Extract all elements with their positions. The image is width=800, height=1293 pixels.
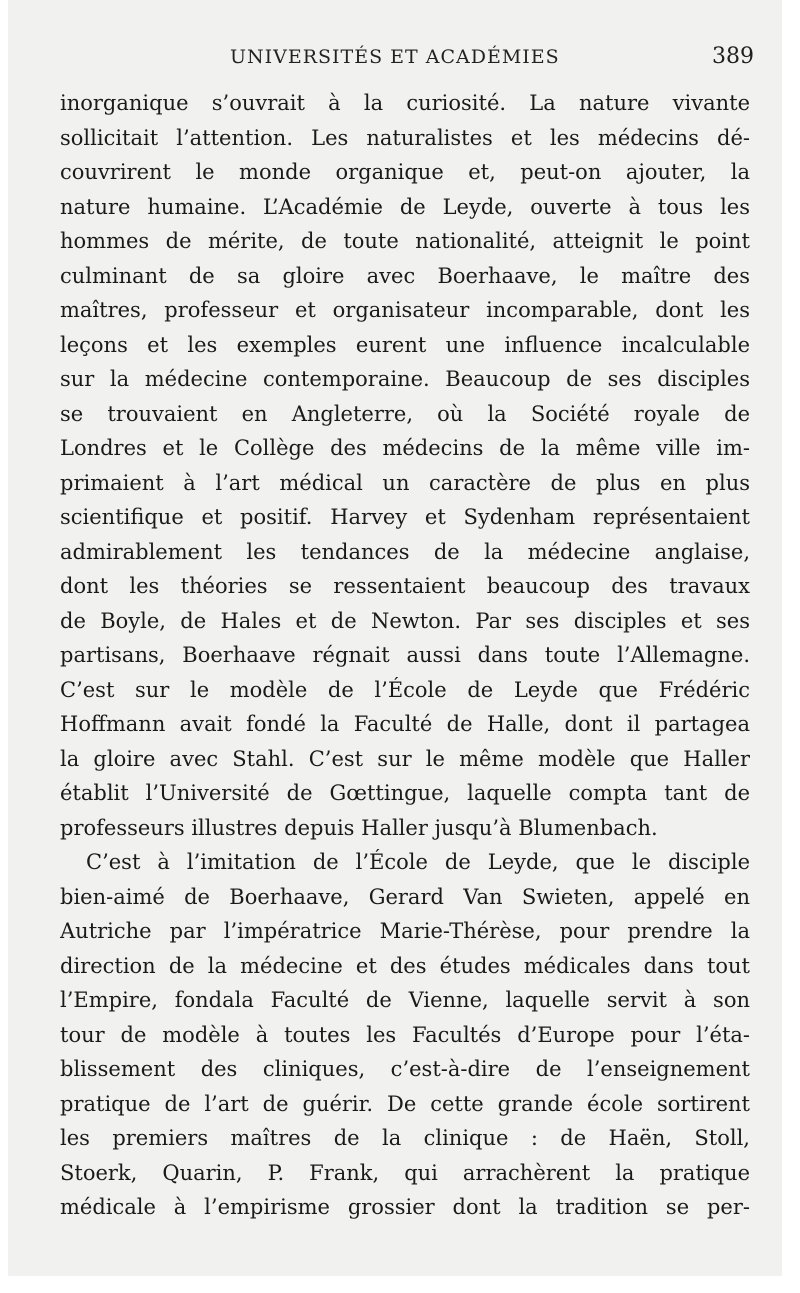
right-margin bbox=[782, 0, 800, 1293]
paragraph-start-line: C’est à l’imitation de l’École de Leyde, que le disciple bbox=[86, 850, 750, 874]
text-line: nature humaine. L’Académie de Leyde, ouverte à tous les bbox=[60, 194, 750, 219]
text-line: couvrirent le monde organique et, peut-on ajouter, la bbox=[60, 160, 750, 184]
text-line: sur la médecine contemporaine. Beaucoup de ses disciples bbox=[60, 367, 750, 391]
text-line: dont les théories se ressentaient beaucoup des travaux bbox=[60, 574, 750, 598]
text-line: leçons et les exemples eurent une influence incalculable bbox=[60, 332, 750, 357]
bottom-margin bbox=[0, 1276, 800, 1293]
page-number: 389 bbox=[712, 44, 754, 69]
paragraph-end-line: professeurs illustres depuis Haller jusqu’à Blumenbach. bbox=[60, 815, 658, 840]
text-line: culminant de sa gloire avec Boerhaave, le maître des bbox=[60, 263, 750, 288]
text-line: Hoffmann avait fondé la Faculté de Halle, dont il partagea bbox=[60, 712, 750, 736]
text-line: sollicitait l’attention. Les naturalistes et les médecins dé- bbox=[60, 125, 750, 150]
text-line: inorganique s’ouvrait à la curiosité. La nature vivante bbox=[60, 91, 750, 115]
body-text bbox=[60, 86, 750, 1225]
text-line: médicale à l’empirisme grossier dont la tradition se per- bbox=[60, 1195, 750, 1219]
text-line: primaient à l’art médical un caractère de plus en plus bbox=[60, 470, 750, 495]
text-line: se trouvaient en Angleterre, où la Société royale de bbox=[60, 401, 750, 426]
text-line: établit l’Université de Gœttingue, laquelle compta tant de bbox=[60, 781, 750, 805]
text-line: scientifique et positif. Harvey et Sydenham représentaient bbox=[60, 505, 750, 529]
text-line: pratique de l’art de guérir. De cette grande école sortirent bbox=[60, 1091, 750, 1116]
text-line: tour de modèle à toutes les Facultés d’Europe pour l’éta- bbox=[60, 1022, 750, 1047]
text-line: la gloire avec Stahl. C’est sur le même modèle que Haller bbox=[60, 746, 750, 771]
text-line: Stoerk, Quarin, P. Frank, qui arrachèrent la pratique bbox=[60, 1160, 750, 1185]
text-line: les premiers maîtres de la clinique : de Haën, Stoll, bbox=[60, 1126, 750, 1150]
running-head bbox=[8, 46, 782, 72]
text-line: Autriche par l’impératrice Marie-Thérèse, pour prendre la bbox=[60, 919, 750, 943]
text-line: hommes de mérite, de toute nationalité, atteignit le point bbox=[60, 229, 750, 253]
text-line: blissement des cliniques, c’est-à-dire de l’enseignement bbox=[60, 1057, 750, 1081]
running-title: UNIVERSITÉS ET ACADÉMIES bbox=[230, 46, 560, 68]
text-line: C’est sur le modèle de l’École de Leyde que Frédéric bbox=[60, 677, 750, 702]
text-line: direction de la médecine et des études médicales dans tout bbox=[60, 953, 750, 978]
text-line: bien-aimé de Boerhaave, Gerard Van Swieten, appelé en bbox=[60, 884, 750, 909]
text-line: maîtres, professeur et organisateur incomparable, dont les bbox=[60, 298, 750, 322]
text-line: admirablement les tendances de la médecine anglaise, bbox=[60, 539, 750, 564]
book-page bbox=[8, 0, 782, 1276]
text-line: partisans, Boerhaave régnait aussi dans toute l’Allemagne. bbox=[60, 643, 750, 667]
text-line: de Boyle, de Hales et de Newton. Par ses disciples et ses bbox=[60, 608, 750, 633]
text-line: Londres et le Collège des médecins de la même ville im- bbox=[60, 436, 750, 460]
text-line: l’Empire, fondala Faculté de Vienne, laquelle servit à son bbox=[60, 988, 750, 1012]
